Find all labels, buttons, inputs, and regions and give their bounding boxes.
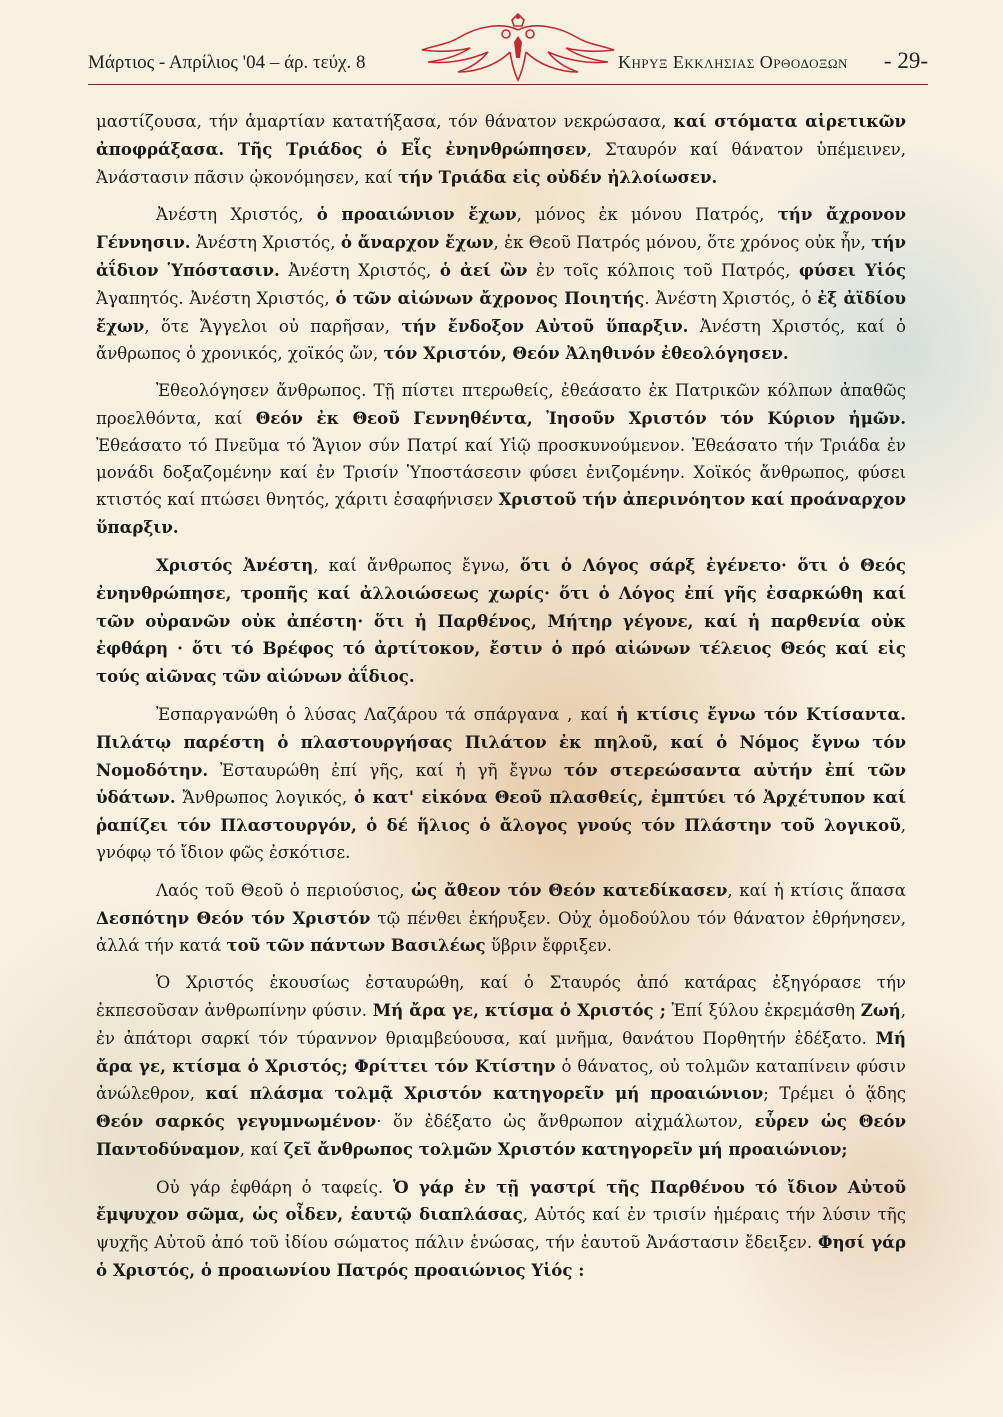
text-run: Ἀγαπητός. Ἀνέστη Χριστός,: [96, 288, 336, 308]
text-run: , γνόφῳ τό ἴδιον φῶς ἐσκότισε.: [96, 816, 906, 862]
text-run: , καί ἄνθρωπος ἔγνω,: [313, 555, 520, 575]
text-run: , καί ἡ κτίσις ἅπασα: [727, 880, 907, 900]
bold-run: καί πλάσμα τολμᾷ Χριστόν κατηγορεῖν μή προαιώνιον: [205, 1083, 764, 1104]
bold-run: ὡς ἄθεον τόν Θεόν κατεδίκασεν: [411, 879, 728, 900]
bold-run: καί στόματα αἱρετικῶν ἀποφράξασα. Τῆς Τριάδος ὁ Εἷς ἐνηνθρώπησεν: [96, 111, 906, 159]
text-run: Οὐ γάρ ἐφθάρη ὁ ταφείς.: [156, 1177, 394, 1197]
text-run: · ὅν ἐδέξατο ὡς ἄνθρωπον αἰχμάλωτον,: [376, 1112, 755, 1132]
bold-run: ὁ κατ' εἰκόνα Θεοῦ πλασθείς, ἐμπτύει τό Ἀρχέτυπον καί ῥαπίζει τόν Πλαστουργόν, ὁ δέ ἥλιος ὁ ἄλογος γνούς τόν Πλάστην τοῦ λογικοῦ: [96, 787, 906, 836]
bold-run: τόν Χριστόν, Θεόν Ἀληθινόν ἐθεολόγησεν.: [383, 343, 789, 364]
bold-run: φύσει Υἱός: [798, 259, 906, 280]
bold-run: Μή ἄρα γε, κτίσμα ὁ Χριστός; Φρίττει τόν Κτίστην: [96, 1027, 906, 1076]
bold-run: Χριστοῦ τήν ἀπερινόητον καί προάναρχον ὕπαρξιν.: [96, 489, 906, 538]
text-run: τῷ πένθει ἐκήρυξεν. Οὐχ ὁμοδούλου τόν θάνατον ἐθρήνησεν, ἀλλά τήν κατά: [96, 908, 907, 956]
text-run: Ὁ Χριστός ἑκουσίως ἐσταυρώθη, καί ὁ Σταυρός ἀπό κατάρας ἐξηγόρασε τήν ἐκπεσοῦσαν ἀνθρωπίνην φύσιν.: [96, 973, 906, 1020]
paragraph: [96, 701, 906, 867]
header-publication-title: Κηρυξ Εκκλησιας Ορθοδοξων: [618, 52, 848, 72]
bold-run: τήν ἄχρονον Γέννησιν.: [96, 204, 906, 253]
bold-run: ἡ κτίσις ἔγνω τόν Κτίσαντα. Πιλάτῳ παρέστη ὁ πλαστουργήσας Πιλάτον ἐκ πηλοῦ, καί ὁ Νόμος ἔγνω τόν Νομοδότην.: [96, 703, 907, 780]
bold-run: ἐξ ἀϊδίου ἔχων: [96, 287, 906, 336]
bold-run: ὁ προαιώνιον ἔχων: [316, 204, 517, 225]
text-run: Ἀνέστη Χριστός, καί ὁ ἄνθρωπος ὁ χρονικός, χοϊκός ὤν,: [96, 316, 906, 364]
text-run: Ἐπί ξύλου ἐκρεμάσθη: [665, 1000, 861, 1020]
text-run: ἐν τοῖς κόλποις τοῦ Πατρός,: [527, 260, 799, 280]
text-run: , ἐκ Θεοῦ Πατρός μόνου, ὅτε χρόνος οὐκ ἦν,: [493, 233, 872, 253]
paragraph: [96, 1174, 906, 1285]
bold-run: Ὁ γάρ ἐν τῇ γαστρί τῆς Παρθένου τό ἴδιον Αὐτοῦ ἔμψυχον σῶμα, ὡς οἶδεν, ἑαυτῷ διαπλάσας: [96, 1176, 906, 1225]
page-number: - 29-: [883, 48, 928, 73]
paragraph: [96, 201, 906, 368]
text-run: ὕβριν ἔφριξεν.: [485, 936, 613, 956]
bold-run: ὁ τῶν αἰώνων ἄχρονος Ποιητής: [335, 287, 645, 308]
double-headed-eagle-icon: [418, 12, 618, 84]
bold-run: Δεσπότην Θεόν τόν Χριστόν: [96, 907, 371, 928]
text-run: Ἄνθρωπος λογικός,: [175, 788, 355, 808]
bold-run: ὅτι ὁ Λόγος σάρξ ἐγένετο· ὅτι ὁ Θεός ἐνηνθρώπησε, τροπῆς καί ἀλλοιώσεως χωρίς· ὅτι ὁ Λόγος ἐπί γῆς ἐσαρκώθη καί τῶν οὐρανῶν οὐκ ἀπέστη· ὅτι ἡ Παρθένος, Μήτηρ γέγονε, καί ἡ παρθενία οὐκ ἐφθάρη · ὅτι τό Βρέφος τό ἀρτίτοκον, ἔστιν ὁ πρό αἰώνων τέλειος Θεός καί εἰς τούς αἰῶνας τῶν αἰώνων ἀΐδιος.: [96, 554, 907, 687]
bold-run: Θεόν ἐκ Θεοῦ Γεννηθέντα, Ἰησοῦν Χριστόν τόν Κύριον ἡμῶν.: [255, 407, 906, 428]
bold-run: τήν ἔνδοξον Αὐτοῦ ὕπαρξιν.: [401, 315, 689, 336]
bold-run: τήν Τριάδα εἰς οὐδέν ἠλλοίωσεν.: [398, 166, 718, 187]
bold-run: τοῦ τῶν πάντων Βασιλέως: [226, 935, 486, 956]
bold-run: Μή ἄρα γε, κτίσμα ὁ Χριστός ;: [372, 999, 666, 1020]
text-run: Ἀνέστη Χριστός,: [190, 233, 341, 253]
text-run: . Ἀνέστη Χριστός, ὁ: [644, 288, 818, 308]
text-run: Λαός τοῦ Θεοῦ ὁ περιούσιος,: [156, 880, 412, 900]
text-run: Ἐσπαργανώθη ὁ λύσας Λαζάρου τά σπάργανα , καί: [156, 704, 617, 724]
bold-run: ζεῖ ἄνθρωπος τολμῶν Χριστόν κατηγορεῖν μή προαιώνιον;: [283, 1138, 848, 1159]
text-run: Ἐθεολόγησεν ἄνθρωπος. Τῇ πίστει πτερωθείς, ἐθεάσατο ἐκ Πατρικῶν κόλπων ἀπαθῶς προελθόντα, καί: [96, 381, 906, 428]
paragraph: [96, 108, 906, 191]
paragraph: [96, 378, 906, 542]
text-run: , μόνος ἐκ μόνου Πατρός,: [516, 205, 778, 225]
text-run: ὁ θάνατος, οὐ τολμῶν καταπίνειν φύσιν ἀνώλεθρον,: [96, 1056, 906, 1104]
header-issue-date: Μάρτιος - Απρίλιος '04 – άρ. τεύχ. 8: [88, 52, 366, 73]
paragraph: [96, 552, 906, 691]
text-run: Ἐσταυρώθη ἐπί γῆς, καί ἡ γῆ ἔγνω: [208, 760, 564, 780]
header-divider: [88, 84, 928, 85]
text-run: , ὅτε Ἄγγελοι οὐ παρῆσαν,: [144, 316, 402, 336]
text-run: μαστίζουσα, τήν ἁμαρτίαν κατατήξασα, τόν θάνατον νεκρώσασα,: [96, 112, 674, 131]
article-body: [96, 108, 906, 1295]
paragraph: [96, 970, 906, 1164]
bold-run: εὗρεν ὡς Θεόν Παντοδύναμον: [96, 1111, 906, 1159]
paragraph: [96, 877, 906, 960]
bold-run: τήν ἀΐδιον Ὑπόστασιν.: [96, 232, 906, 280]
bold-run: τόν στερεώσαντα αὐτήν ἐπί τῶν ὑδάτων.: [96, 759, 906, 808]
text-run: Ἐθεάσατο τό Πνεῦμα τό Ἅγιον σύν Πατρί καί Υἱῷ προσκυνούμενον. Ἐθεάσατο τήν Τριάδα ἐν μονάδι δοξαζομένην καί ἐν Τρισίν Ὑποστάσεσιν φύσει ἑνιζομένην. Χοϊκός ἄνθρωπος, φύσει κτιστός καί πτώσει θνητός, χάριτι ἐσαφήνισεν: [96, 435, 906, 510]
text-run: ; Τρέμει ὁ ᾅδης: [763, 1084, 907, 1104]
bold-run: Ζωή: [860, 999, 901, 1020]
text-run: , Σταυρόν καί θάνατον ὑπέμεινεν, Ἀνάστασιν πᾶσιν ᾠκονόμησεν, καί: [96, 139, 907, 187]
text-run: Ἀνέστη Χριστός,: [156, 205, 317, 225]
bold-run: ὁ ἄναρχον ἔχων: [340, 232, 494, 253]
text-run: , Αὐτός καί ἐν τρισίν ἡμέραις τήν λύσιν τῆς ψυχῆς Αὐτοῦ ἀπό τοῦ ἰδίου σώματος πάλιν ἑνώσας, τήν ἑαυτοῦ Ἀνάστασιν ἔδειξεν.: [96, 1205, 906, 1253]
text-run: Ἀνέστη Χριστός,: [279, 260, 440, 280]
page-header: [88, 30, 928, 92]
bold-run: Θεόν σαρκός γεγυμνωμένον: [96, 1111, 377, 1132]
bold-run: ὁ ἀεί ὢν: [439, 259, 528, 280]
bold-run: Φησί γάρ ὁ Χριστός, ὁ προαιωνίου Πατρός προαιώνιος Υἱός :: [96, 1232, 906, 1281]
text-run: , καί: [239, 1139, 284, 1159]
bold-run: Χριστός Ἀνέστη: [156, 554, 314, 575]
text-run: , ἐν ἀπάτορι σαρκί τόν τύραννον θριαμβεύουσα, καί μνῆμα, θανάτου Πορθητήν ἐδέξατο.: [96, 1000, 906, 1048]
